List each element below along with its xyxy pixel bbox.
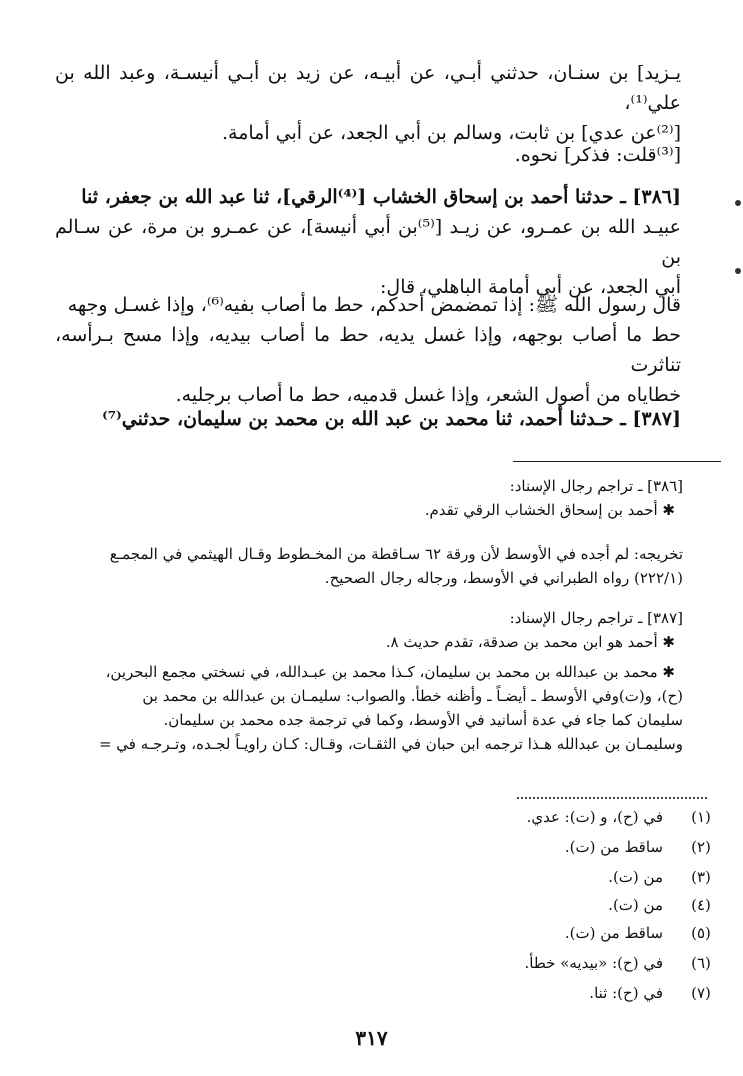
text-line: (ح)، و(ت)وفي الأوسط ـ أيضـاً ـ وأظنه خطأ. والصواب: سليمـان بن عبدالله بن محمد بن (142, 687, 683, 705)
note-item (0, 868, 743, 894)
hadith-386-matn (55, 290, 681, 410)
footnote-bullet: ✱ أحمد بن إسحاق الخشاب الرقي تقدم. (53, 498, 683, 522)
margin-mark (735, 268, 741, 274)
text-line: يـزيد] بن سنـان، حدثني أبـي، عن أبيـه، عن زيد بن أبـي أنيسـة، وعبد الله بن علي⁽¹⁾، (55, 62, 681, 114)
note-number: (٦) (691, 954, 711, 972)
footnote-386-takhrij (53, 542, 683, 590)
note-item (0, 924, 743, 950)
note-text: من (ت). (608, 868, 663, 886)
note-text: في (ح)، و (ت): عدي. (526, 808, 663, 826)
note-text: في (ح): «بيديه» خطأ. (524, 954, 663, 972)
notes-separator (517, 797, 707, 799)
note-number: (٤) (691, 896, 711, 914)
text-line: سليمان كما جاء في عدة أسانيد في الأوسط، وكما في ترجمة جده محمد بن سليمان. (163, 711, 683, 729)
footnote-bullet: ✱ أحمد هو ابن محمد بن صدقة، تقدم حديث ٨. (53, 630, 683, 654)
hadith-387-isnad (55, 404, 681, 434)
text-line: تخريجه: لم أجده في الأوسط لأن ورقة ٦٢ سـاقطة من المخـطوط وقـال الهيثمي في المجمـع (109, 545, 683, 563)
text-line: حط ما أصاب بوجهه، وإذا غسل يديه، حط ما أصاب بيديه، وإذا مسح بـرأسه، تناثرت (55, 324, 681, 376)
note-item (0, 984, 743, 1010)
paragraph-qult (55, 140, 681, 170)
note-item (0, 808, 743, 834)
note-number: (٥) (691, 924, 711, 942)
text-line: [⁽²⁾عن عدي] بن ثابت، وسالم بن أبي الجعد، عن أبي أمامة. (221, 122, 681, 144)
note-number: (١) (691, 808, 711, 826)
note-text: ساقط من (ت). (564, 838, 663, 856)
text-line: وسليمـان بن عبدالله هـذا ترجمه ابن حبان في الثقـات، وقـال: كـان راويـاً لجـده، وتـرجـه في = (98, 735, 683, 753)
note-item (0, 954, 743, 980)
footnote-title: [٣٨٦] ـ تراجم رجال الإسناد: (509, 477, 683, 495)
footnote-title: [٣٨٧] ـ تراجم رجال الإسناد: (509, 609, 683, 627)
paragraph-opening (55, 58, 681, 148)
footnote-387 (53, 606, 683, 654)
text-line: (٢٢٢/١) رواه الطبراني في الأوسط، ورجاله رجال الصحيح. (324, 569, 683, 587)
note-text: من (ت). (608, 896, 663, 914)
note-text: ساقط من (ت). (564, 924, 663, 942)
footnote-387-body (53, 660, 683, 756)
text-line: عبيـد الله بن عمـرو، عن زيـد [⁽⁵⁾بن أبي أنيسة]، عن عمـرو بن مرة، عن سـالم بن (55, 216, 681, 268)
text-line: ✱ محمد بن عبدالله بن محمد بن سليمان، كـذا محمد بن عبـدالله، في نسختي مجمع البحرين، (53, 660, 683, 684)
note-text: في (ح): ثنا. (589, 984, 663, 1002)
note-item (0, 896, 743, 922)
text-line: قال رسول الله ﷺ: إذا تمضمض أحدكم، حط ما أصاب بفيه⁽⁶⁾، وإذا غسـل وجهه (67, 294, 681, 316)
note-number: (٢) (691, 838, 711, 856)
hadith-386-isnad (55, 182, 681, 302)
footnote-386 (53, 474, 683, 522)
footnote-separator (513, 461, 721, 462)
text-line: [⁽³⁾قلت: فذكر] نحوه. (514, 144, 681, 166)
note-number: (٣) (691, 868, 711, 886)
text-line: أبي الجعد، عن أبي أمامة الباهلي، قال: (379, 276, 681, 298)
text-line: خطاياه من أصول الشعر، وإذا غسل قدميه، حط ما أصاب برجليه. (175, 384, 681, 406)
hadith-heading: [٣٨٧] ـ حـدثنا أحمد، ثنا محمد بن عبد الله بن محمد بن سليمان، حدثني⁽⁷⁾ (102, 408, 681, 430)
hadith-heading: [٣٨٦] ـ حدثنا أحمد بن إسحاق الخشاب [⁽⁴⁾الرقي]، ثنا عبد الله بن جعفر، ثنا (81, 186, 681, 208)
margin-mark (735, 200, 741, 206)
note-item (0, 838, 743, 864)
page-number: ٣١٧ (355, 1026, 388, 1050)
note-number: (٧) (691, 984, 711, 1002)
